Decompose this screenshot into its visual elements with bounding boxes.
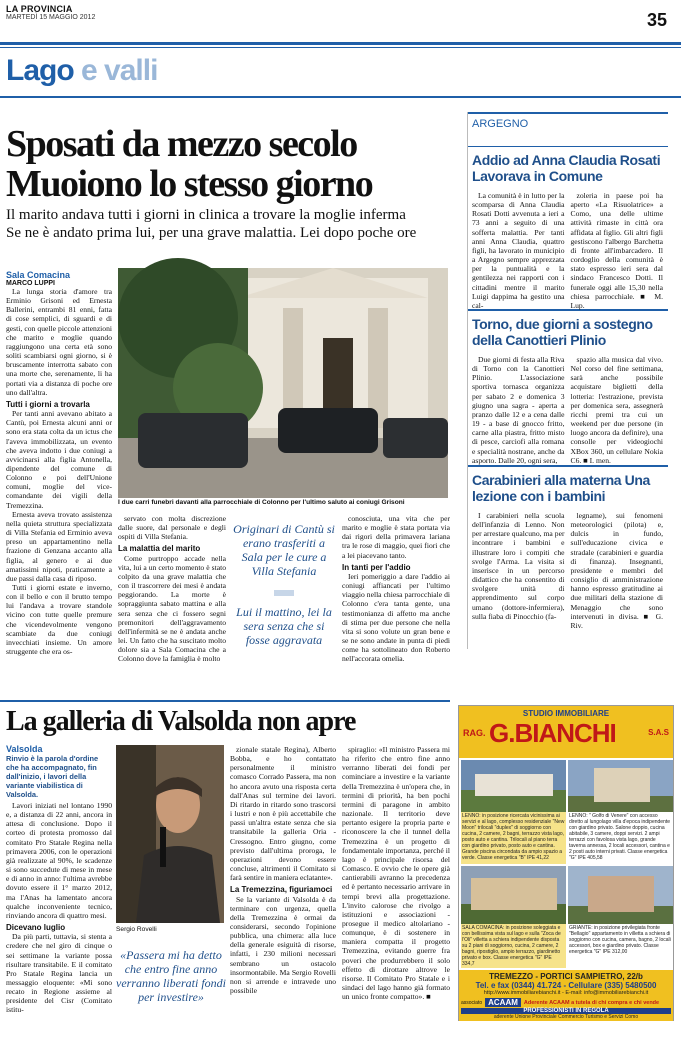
bottom-kicker: Valsolda <box>6 744 43 754</box>
article-rosati-col2: zoleria in paese poi ha aperto «La Risuolatrice» a Como, una delle ultime attività rimaste in città ora affidata al figlio. Gli altri figli gestiscono l'albergo Barchetta di fronte all'imbarcadero. Il cordoglio della comunità è stato espresso ieri sera dal sindaco Francesco Dotti. Il funerale oggi alle 15,30 nella chiesa parrocchiale. ■ M. Lup. <box>570 191 663 310</box>
article-carabinieri-col1: I carabinieri nella scuola dell'infanzia di Lenno. Non per arrestare qualcuno, ma per incontrare i bambini e illustrare loro i compiti che svolge l'Arma. La visita si inserisce in un percorso didattico che ha consentito di svolgere unità di apprendimento sul corpo umano (dottore-infermiera), sulla fiaba di Pinocchio (fa- <box>472 511 565 621</box>
article-rosati-col1: La comunità è in lutto per la scomparsa di Anna Claudia Rosati Dotti avvenuta a ieri a 73 anni a seguito di una sofferta malattia. Per tanti anni Anna Claudia, quattro figli, ha lavorato in municipio a Argegno sempre apprezzata per la puntualità e la gentilezza nei rapporti con i cittadini mentre il marito Luigi dappima ha gestito una cal- <box>472 191 565 310</box>
real-estate-ad <box>458 705 674 1021</box>
page-number: 35 <box>646 10 667 30</box>
article-carabinieri-col2: legname), sui fenomeni meteorologici (pilota) e, dulcis in fundo, sull'educazione civica e stradale (carabinieri e guardia di finanza). Insegnanti, presidente e membri del consiglio di amministrazione hanno espresso gratitudine ai due militari della stazione di Menaggio che sono intervenuti in divisa. ■ G. Riv. <box>570 511 663 630</box>
listing-photo-3 <box>461 866 566 924</box>
funeral-cars-photo <box>118 268 448 498</box>
bottom-pull-quote: «Passera mi ha detto che entro fine anno verranno liberati fondi per investire» <box>116 948 226 1004</box>
section-title: Lago e valli <box>6 54 158 87</box>
main-column-2: servato con molta discrezione dalle suore, dal personale e degli ospiti di Villa Stefania. La malattia del marito Come purtroppo accade nella vita, lui a un certo momento è stato colpito da una grave malattia che con il trascorrere dei mesi è andata peggiorando. La morte è sopraggiunta sabato mattina e alla sera senza che ci fossero segni premonitori dell'aggravamento dell'infermità se ne è andata anche lei. Un fatto che ha suscitato molto dolore sia a Sala Comacina che a Colonno dove la famiglia è molto <box>118 514 226 664</box>
article-torno-col2: spazio alla musica dal vivo. Nel corso del fine settimana, sarà anche possibile acquistare biglietti della lotteria: l'estrazione, prevista per domenica sera, assegnerà ricchi premi tra cui un weekend per due persone (in luogo ancora da definire), una consolle per videogiochi XBox 360, un cellulare Nokia C6. ■ I. men. <box>570 355 663 465</box>
kicker: Sala Comacina <box>6 270 71 280</box>
listing-sala-comacina: SALA COMACINA: in posizione soleggiata e con bellissima vista sul lago e sulla "Zoca de l'Oli" villetta a schiera indipendente disposta su 2 piani di soggiorno, cucina, 2 camere, 2 bagni, ripostiglio, ampio terrazzo, giardinetto privato e box. Classe energetica "G" IPE 334,7 <box>461 924 566 968</box>
bottom-column-3: spiraglio: «Il ministro Passera mi ha riferito che entro fine anno verranno liberati dei fondi per cominciare a investire e la variante della Tremezzina è un'opera che, in termini di priorità, ha ben pochi termini di paragone in ambito nazionale. Il territorio deve pertanto esigere la propria parte e riconoscere la che il tunnel della Tremezzina è un progetto di fondamentale importanza, perché il lago è principale risorsa del Comasco. E ovvio che le opere già cantierabili avranno la precedenza ed è pertanto necessario arrivare in tempi brevi alla progettazione. L'invito calorose che rivolgo a istituzioni e associazioni - prosegue il medico altolariano - comunque, è di sostenere in maniera compatta il progetto Tremezzina, evitando guerre fra poveri che produrrebbero il solo effetto di dirottare altrove le risorse. Il Comitato Pro Statale e i sindaci del lago hanno già formato un unico fronte compatto». ■ <box>342 745 450 1002</box>
listing-photo-4 <box>568 866 673 924</box>
section-rule <box>0 96 681 98</box>
issue-date: MARTEDÌ 15 MAGGIO 2012 <box>6 14 96 21</box>
rovelli-caption: Sergio Rovelli <box>116 926 157 933</box>
main-subtitle: Il marito andava tutti i giorni in clinica a trovare la moglie inferma Se ne è andato prima lui, per una grave malattia. Lei dopo poche ore <box>6 207 417 241</box>
pull-quote-2: Lui il mattino, lei la sera senza che si fosse aggravata <box>236 605 332 647</box>
byline: MARCO LUPPI <box>6 280 55 287</box>
newspaper-name: LA PROVINCIA <box>6 4 73 14</box>
sidebar-tag: ARGEGNO <box>472 118 529 130</box>
listing-griante: GRIANTE: in posizione privilegiata fronte "Bellagio" appartamento in villetta a schiera di soggiorno con cucina, camera, bagno, 2 locali accessori, box e giardino privato. Classe energetica "G" IPE 312,00 <box>568 924 673 968</box>
article-carabinieri-title: Carabinieri alla materna Una lezione con i bambini <box>472 472 650 504</box>
bottom-rule <box>0 700 450 702</box>
main-column-3: conosciuta, una vita che per marito e moglie è stata portata via dai rigori della primavera lariana tra le rose di maggio, quei fiori che a lei piacevano tanto. In tanti per l'addio Ieri pomeriggio a dare l'addio ai coniugi affiancati per l'ultimo viaggio nella chiesa parrocchiale di Colonno c'era tanta gente, una testimonianza di affetto ma anche di stima per due persone che nella vita si sono volute un gran bene e se ne sono andate in punta di piedi come ha sottolineato don Roberto nell'accorata omelia. <box>342 514 450 664</box>
bottom-headline: La galleria di Valsolda non apre <box>6 706 356 737</box>
acaam-logo: ACAAM <box>485 998 521 1007</box>
listing-photo-2 <box>568 760 673 812</box>
bottom-lead: Rinvio è la parola d'ordine che ha accompagnato, fin dall'inizio, i lavori della variante viabilistica di Valsolda. <box>6 754 99 799</box>
ad-contacts: TREMEZZO - PORTICI SAMPIETRO, 22/b Tel. e fax (0344) 41.724 - Cellulare (335) 5480500 http://www.immobiliarebianchi.it - E-mail: info@immobiliarebianchi.it associato ACAAM Aderente ACAAM a tutela di chi compra e chi vende PROFESSIONISTI IN REGOLA aderente Unione Provinciale Commercio Turismo e Servizi Como <box>459 970 673 1021</box>
bottom-column-1: Valsolda Rinvio è la parola d'ordine che ha accompagnato, fin dall'inizio, i lavori della variante viabilistica di Valsolda. Lavori iniziati nel lontano 1990 e, a distanza di 22 anni, ancora in attesa di conclusione. Dopo il corteo di protesta promosso dal comitato Pro Statale Regina nella primavera 2006, con le operazioni già realizzate al 90%, le scadenze si sono succedute di mese in mese e di anno in anno: l'ultima avrebbe dovuto essere il 1° marzo 2012, ma l'Anas ha lamentato ancora qualche inconveniente tecnico, rinviando ancora di quattro mesi. Dicevano luglio Da più parti, tuttavia, si stenta a credere che nel giro di cinque o sei settimane la variante possa risultare transitabile. E il comitato Pro Statale Regina lancia un messaggio eloquente: «Mi sono recato in Regione assieme al presidente del Cisr (Comitato istitu- <box>6 744 112 1015</box>
article-torno-title: Torno, due giorni a sostegno della Canottieri Plinio <box>472 316 653 348</box>
quote-separator <box>274 590 294 596</box>
main-column-1: Sala Comacina MARCO LUPPI La lunga storia d'amore tra Erminio Grisoni ed Ernesta Ballerini, entrambi 81 enni, fatta di cose semplici, di sguardi e di gesti, con quelle piccole attenzioni che marito e moglie quando raggiungono una certa età sono soliti scambiarsi ogni giorno, si è bruscamente interrotta sabato con una morte che, serenamente, li ha portati via a distanza di poche ore uno dall'altra. Tutti i giorni a trovarla Per tanti anni avevano abitato a Cantù, poi Ernesta alcuni anni or sono era stata colta da un ictus che l'aveva immobilizzata, un evento che aveva indotto i due coniugi a avvicinarsi alla figlia Antonella, dipendente del comune di Colonno e poi dell'Unione comuni, moglie del vice-comandante dei vigili della Tremezzina. Ernesta aveva trovato assistenza nella quieta struttura specializzata di Villa Stefania ed Erminio aveva preso un appartamentino nella frazione di Genzana accanto alla figlia, al genero e ai due amatissimi nipoti, praticamente a due passi dalla casa di riposo. Tutti i giorni estate e inverno, con il bello e con il brutto tempo lui l'andava a trovare standole vicino con tutte quelle premure che vicendevolmente vengono scambiate da due coniugi invecchiati insieme. Un amore struggente che era os- <box>6 270 112 657</box>
bottom-column-2: zionale statale Regina), Alberto Bobba, e ho contattato personalmente il ministro comasco Corrado Passera, ma non ho ancora avuto una risposta certa dall'Anas sul termine dei lavori. Di ritardo in ritardo sono trascorsi i lustri e non è più accettabile che passi un'altra estate senza che sia transitabile la galleria Oria - Cressogno. Entro giugno, come previsto dall'ultima proroga, le operazioni devono essere concluse, altrimenti il Comitato si farà sentire in maniera eclatante». La Tremezzina, figuriamoci Se la variante di Valsolda è da terminare con urgenza, quella della Tremezzina è ormai da considerarsi, secondo l'opinione pubblica, una chimera: alla luce della generale esiguità di risorse, infatti, i 230 milioni necessari sembrano un ostacolo insormontabile. Ma Sergio Rovelli non si arrende e intravede uno possibile <box>230 745 336 996</box>
pull-quote-1: Originari di Cantù si erano trasferiti a Sala per le cure a Villa Stefania <box>233 522 335 578</box>
article-rosati-title: Addio ad Anna Claudia Rosati Lavorava in Comune <box>472 152 661 184</box>
ad-header: STUDIO IMMOBILIARE RAG. G.BIANCHI S.A.S <box>459 706 673 758</box>
photo-caption: I due carri funebri davanti alla parrocchiale di Colonno per l'ultimo saluto ai coniugi Grisoni <box>118 499 405 506</box>
article-torno-col1: Due giorni di festa alla Riva di Torno con la Canottieri Plinio. L'associazione sportiva tornasca organizza per sabato 2 e domenica 3 giugno una sagra - aperta a pranzo dalle 12 e a cena dalle 19 - a base di gnocco fritto, carne alla piastra, fritto misto di pesce, carciofi alla romana e specialità nostrane, anche da asporto. Dalle 20, ogni sera, <box>472 355 565 465</box>
listing-lenno-2: LENNO: " Golfo di Venere" con accesso diretto al lungolago villa d'epoca indipendente con giardino privato. Salone doppio, cucina abitabile, 3 camere, doppi servizi. 2 ampi terrazzi con favolosa vista lago, grande taverna annessa, 2 locali accessori, cantina e 2 posti auto interni privati. Classe energetica "G" IPE 405,58 <box>568 812 673 864</box>
header-rule <box>0 42 681 45</box>
right-sidebar <box>467 112 667 649</box>
listing-photo-1 <box>461 760 566 812</box>
listing-lenno-1: LENNO: in posizione ricercata vicinissima ai servizi e al lago, complesso residenziale "New Moon" trilocali "duplex" di soggiorno con cucina, 2 camere, 2 bagni, terrazzo vista lago, posto auto e cantina. Trilocali al piano terra con giardino privato, posto auto e cantina. Grande piscina circondata da ampio spazio a verde. Classe energetica "B" IPE 41,22 <box>461 812 566 864</box>
header-rule-thin <box>0 47 681 48</box>
main-headline: Sposati da mezzo secolo Muoiono lo stesso giorno <box>6 123 373 205</box>
rovelli-photo <box>116 745 224 923</box>
